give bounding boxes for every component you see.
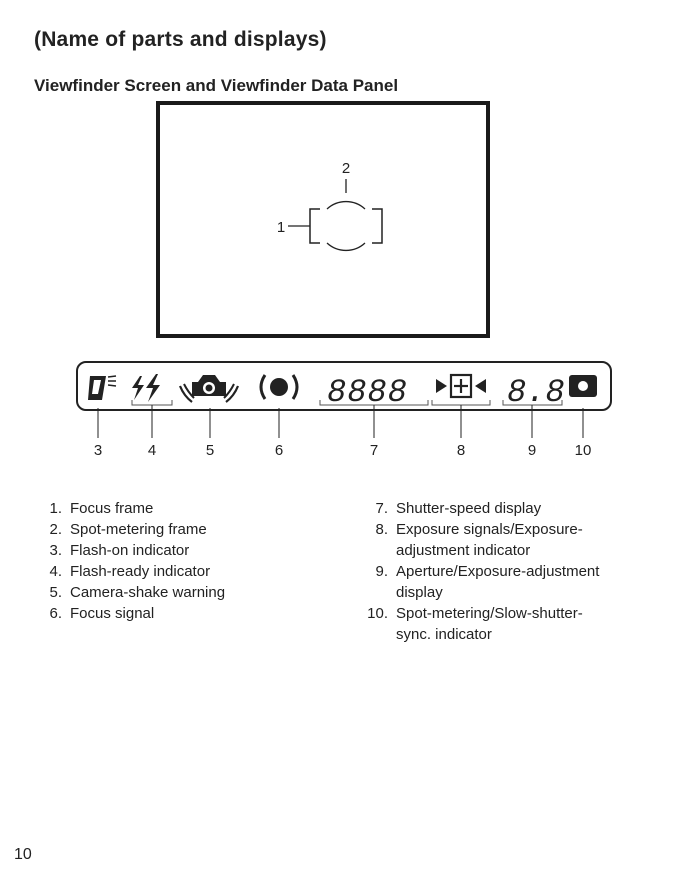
spot-metering-icon (569, 375, 597, 397)
legend-item: 6. Focus signal (49, 605, 155, 622)
callout-7: 7 (369, 442, 379, 459)
viewfinder-diagram (160, 105, 486, 334)
page-heading: (Name of parts and displays) (34, 28, 327, 51)
page-number: 10 (14, 846, 32, 863)
callout-10: 10 (574, 442, 592, 459)
spot-frame-top-arc (327, 202, 365, 209)
legend-right (358, 498, 599, 645)
legend-item: 5. Camera-shake warning (49, 584, 226, 601)
legend-item: 4. Flash-ready indicator (49, 563, 211, 580)
focus-signal-icon (261, 375, 297, 399)
camera-shake-icon (180, 375, 238, 402)
section-subheading: Viewfinder Screen and Viewfinder Data Panel (34, 76, 399, 95)
legend-item: 3. Flash-on indicator (49, 542, 190, 559)
legend-item: 7. Shutter-speed display (375, 500, 542, 517)
exposure-signal-icon (436, 375, 486, 397)
spot-frame-bottom-arc (327, 243, 365, 250)
shutter-speed-digits: 8888 (327, 374, 408, 411)
callout-3: 3 (93, 442, 103, 459)
callout-8: 8 (456, 442, 466, 459)
callout-9: 9 (527, 442, 537, 459)
callout-5: 5 (205, 442, 215, 459)
viewfinder-screen (156, 101, 490, 338)
legend-item: 2. Spot-metering frame (49, 521, 207, 538)
exposure-signal-bracket (432, 400, 490, 405)
spot-frame-label: 2 (341, 160, 351, 177)
focus-frame-label: 1 (276, 219, 286, 236)
flash-ready-icon (132, 374, 160, 402)
flash-on-icon (88, 376, 116, 400)
legend-item: 8. Exposure signals/Exposure- adjustment indicator (375, 521, 583, 559)
legend-left (32, 498, 225, 624)
legend-item: 10. Spot-metering/Slow-shutter- sync. indicator (367, 605, 583, 643)
legend-item: 1. Focus frame (49, 500, 154, 517)
callout-4: 4 (147, 442, 157, 459)
aperture-digits: 8.8 (507, 374, 565, 411)
focus-frame-right-bracket (372, 209, 382, 243)
legend-item: 9. Aperture/Exposure-adjustment display (375, 563, 600, 601)
focus-frame-left-bracket (310, 209, 320, 243)
callout-6: 6 (274, 442, 284, 459)
flash-ready-bracket (132, 400, 172, 405)
